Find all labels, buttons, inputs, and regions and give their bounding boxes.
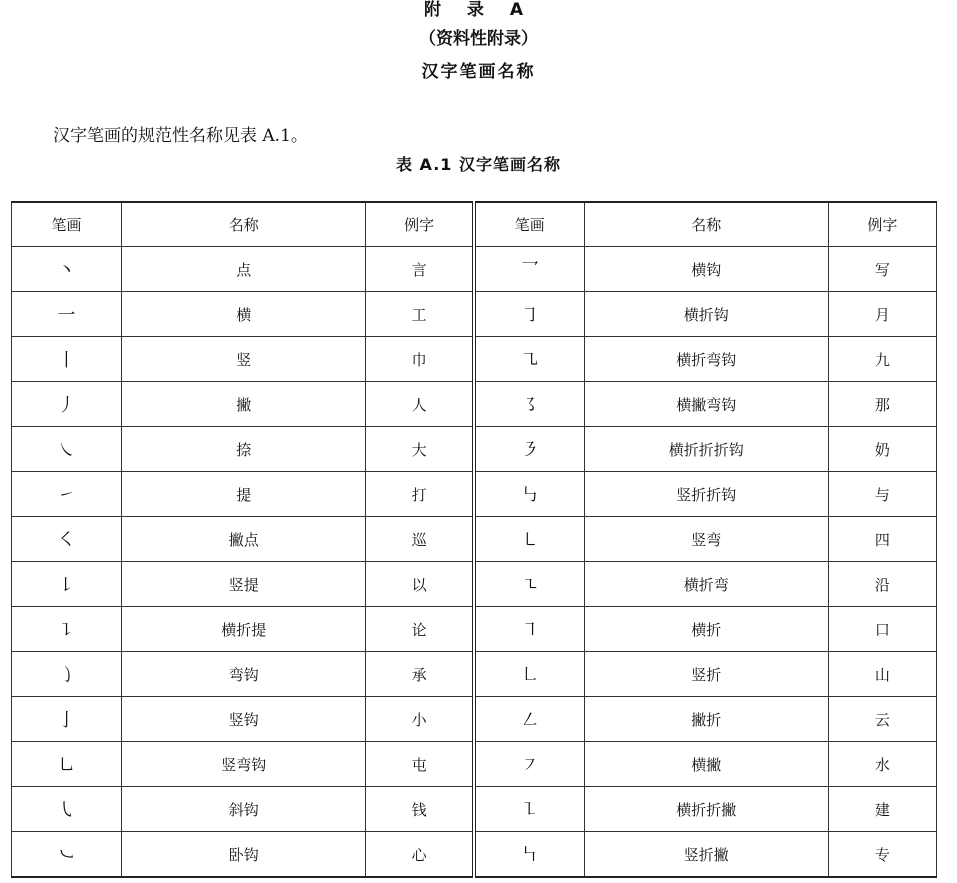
appendix-subtitle: （资料性附录） bbox=[419, 29, 538, 49]
example-cell: 言 bbox=[366, 247, 474, 292]
stroke-cell: ㇀ bbox=[12, 472, 122, 517]
intro-paragraph: 汉字笔画的规范性名称见表 A.1。 bbox=[53, 126, 308, 146]
example-cell: 巾 bbox=[366, 337, 474, 382]
table-row bbox=[12, 472, 937, 517]
name-cell: 横折 bbox=[584, 607, 828, 652]
table-row bbox=[12, 742, 937, 787]
stroke-cell: 丶 bbox=[12, 247, 122, 292]
stroke-cell: ㇋ bbox=[474, 427, 584, 472]
stroke-cell: ㇉ bbox=[474, 472, 584, 517]
name-cell: 横折提 bbox=[122, 607, 366, 652]
stroke-cell: ㇃ bbox=[12, 832, 122, 878]
name-cell: 竖弯 bbox=[584, 517, 828, 562]
stroke-names-table bbox=[11, 201, 937, 878]
table-row bbox=[12, 337, 937, 382]
stroke-cell: ㇊ bbox=[12, 607, 122, 652]
stroke-cell: ㇙ bbox=[12, 562, 122, 607]
stroke-cell: ㇁ bbox=[12, 652, 122, 697]
example-cell: 屯 bbox=[366, 742, 474, 787]
table-row bbox=[12, 382, 937, 427]
header-cell-name: 名称 bbox=[122, 202, 366, 247]
name-cell: 横折折折钩 bbox=[584, 427, 828, 472]
example-cell: 钱 bbox=[366, 787, 474, 832]
name-cell: 卧钩 bbox=[122, 832, 366, 878]
stroke-cell: ㇄ bbox=[474, 517, 584, 562]
stroke-cell: ㇏ bbox=[12, 427, 122, 472]
table-row bbox=[12, 562, 937, 607]
example-cell: 九 bbox=[828, 337, 936, 382]
example-cell: 月 bbox=[828, 292, 936, 337]
table-row bbox=[12, 607, 937, 652]
stroke-cell: ㇅ bbox=[474, 787, 584, 832]
header-cell-stroke: 笔画 bbox=[12, 202, 122, 247]
name-cell: 横钩 bbox=[584, 247, 828, 292]
stroke-cell: 丨 bbox=[12, 337, 122, 382]
stroke-cell: ㇕ bbox=[474, 607, 584, 652]
header-cell-name: 名称 bbox=[584, 202, 828, 247]
name-cell: 斜钩 bbox=[122, 787, 366, 832]
table-row bbox=[12, 517, 937, 562]
name-cell: 横折钩 bbox=[584, 292, 828, 337]
example-cell: 工 bbox=[366, 292, 474, 337]
table-row bbox=[12, 832, 937, 878]
name-cell: 横 bbox=[122, 292, 366, 337]
name-cell: 竖折折钩 bbox=[584, 472, 828, 517]
name-cell: 横撇弯钩 bbox=[584, 382, 828, 427]
table-caption: 表 A.1 汉字笔画名称 bbox=[395, 155, 562, 174]
example-cell: 打 bbox=[366, 472, 474, 517]
name-cell: 点 bbox=[122, 247, 366, 292]
stroke-cell: ㇞ bbox=[474, 832, 584, 878]
stroke-cell: ㇜ bbox=[474, 697, 584, 742]
table-row bbox=[12, 652, 937, 697]
stroke-cell: 乛 bbox=[474, 247, 584, 292]
name-cell: 撇折 bbox=[584, 697, 828, 742]
name-cell: 横折弯钩 bbox=[584, 337, 828, 382]
stroke-cell: 亅 bbox=[12, 697, 122, 742]
name-cell: 捺 bbox=[122, 427, 366, 472]
header-cell-example: 例字 bbox=[828, 202, 936, 247]
example-cell: 那 bbox=[828, 382, 936, 427]
example-cell: 专 bbox=[828, 832, 936, 878]
example-cell: 与 bbox=[828, 472, 936, 517]
table-row bbox=[12, 292, 937, 337]
appendix-name: 汉字笔画名称 bbox=[421, 62, 536, 82]
stroke-cell: ㇟ bbox=[12, 742, 122, 787]
example-cell: 奶 bbox=[828, 427, 936, 472]
table-body bbox=[12, 247, 937, 878]
stroke-cell: ㇗ bbox=[474, 652, 584, 697]
stroke-cell: ㇇ bbox=[474, 742, 584, 787]
example-cell: 山 bbox=[828, 652, 936, 697]
example-cell: 四 bbox=[828, 517, 936, 562]
name-cell: 横折折撇 bbox=[584, 787, 828, 832]
name-cell: 横折弯 bbox=[584, 562, 828, 607]
table-row bbox=[12, 247, 937, 292]
example-cell: 沿 bbox=[828, 562, 936, 607]
example-cell: 心 bbox=[366, 832, 474, 878]
stroke-cell: ㇈ bbox=[474, 337, 584, 382]
header-cell-example: 例字 bbox=[366, 202, 474, 247]
name-cell: 横撇 bbox=[584, 742, 828, 787]
example-cell: 承 bbox=[366, 652, 474, 697]
example-cell: 以 bbox=[366, 562, 474, 607]
example-cell: 云 bbox=[828, 697, 936, 742]
name-cell: 提 bbox=[122, 472, 366, 517]
header-cell-stroke: 笔画 bbox=[474, 202, 584, 247]
name-cell: 撇 bbox=[122, 382, 366, 427]
example-cell: 口 bbox=[828, 607, 936, 652]
name-cell: 弯钩 bbox=[122, 652, 366, 697]
stroke-cell: ㇛ bbox=[12, 517, 122, 562]
name-cell: 竖弯钩 bbox=[122, 742, 366, 787]
example-cell: 巡 bbox=[366, 517, 474, 562]
table-header-row bbox=[12, 202, 937, 247]
stroke-cell: 丿 bbox=[12, 382, 122, 427]
table-row bbox=[12, 787, 937, 832]
table-row bbox=[12, 697, 937, 742]
example-cell: 大 bbox=[366, 427, 474, 472]
example-cell: 论 bbox=[366, 607, 474, 652]
name-cell: 竖折 bbox=[584, 652, 828, 697]
name-cell: 竖折撇 bbox=[584, 832, 828, 878]
stroke-cell: ㇂ bbox=[12, 787, 122, 832]
stroke-cell: ㇍ bbox=[474, 562, 584, 607]
example-cell: 小 bbox=[366, 697, 474, 742]
example-cell: 水 bbox=[828, 742, 936, 787]
table-row bbox=[12, 427, 937, 472]
name-cell: 竖钩 bbox=[122, 697, 366, 742]
example-cell: 建 bbox=[828, 787, 936, 832]
appendix-title: 附 录 A bbox=[424, 0, 533, 20]
name-cell: 竖 bbox=[122, 337, 366, 382]
stroke-cell: ㇌ bbox=[474, 382, 584, 427]
stroke-cell: ㇆ bbox=[474, 292, 584, 337]
example-cell: 人 bbox=[366, 382, 474, 427]
example-cell: 写 bbox=[828, 247, 936, 292]
name-cell: 撇点 bbox=[122, 517, 366, 562]
name-cell: 竖提 bbox=[122, 562, 366, 607]
stroke-cell: 一 bbox=[12, 292, 122, 337]
